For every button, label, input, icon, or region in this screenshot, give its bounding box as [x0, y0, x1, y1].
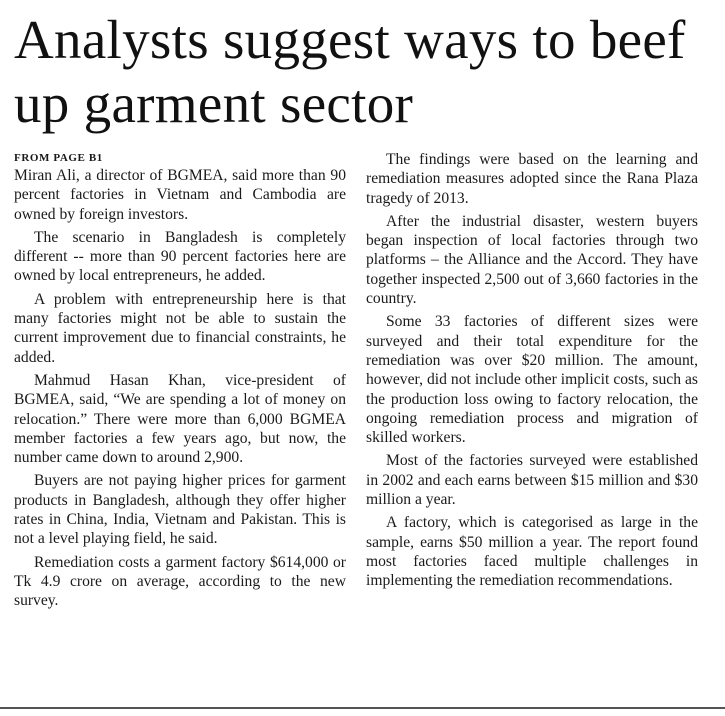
paragraph: Remediation costs a garment factory $614,000 or Tk 4.9 crore on average, according to the new survey. [14, 553, 346, 610]
paragraph: A problem with entrepreneurship here is that many factories might not be able to sustain the current improvement due to financial constraints, he added. [14, 290, 346, 366]
paragraph: After the industrial disaster, western buyers began inspection of local factories through two platforms – the Alliance and the Accord. They have together inspected 2,500 out of 3,660 factories in the country. [366, 212, 698, 308]
continued-from-label: FROM PAGE B1 [14, 152, 103, 164]
paragraph: The findings were based on the learning and remediation measures adopted since the Rana Plaza tragedy of 2013. [366, 151, 698, 207]
paragraph: A factory, which is categorised as large in the sample, earns $50 million a year. The report found most factories faced multiple challenges in implementing the remediation recommendations. [366, 514, 698, 590]
paragraph: Some 33 factories of different sizes were surveyed and their total expenditure for the remediation was over $20 million. The amount, however, did not include other implicit costs, such as the production loss owing to factory relocation, the ongoing remediation process and migration of skilled workers. [366, 313, 698, 447]
paragraph: Most of the factories surveyed were established in 2002 and each earns between $15 million and $30 million a year. [366, 452, 698, 509]
bottom-rule [0, 707, 725, 709]
article-column-right [366, 150, 698, 595]
headline: Analysts suggest ways to beef up garment sector [14, 9, 686, 134]
paragraph: Miran Ali, a director of BGMEA, said more than 90 percent factories in Vietnam and Cambodia are owned by foreign investors. [14, 167, 346, 223]
paragraph: Mahmud Hasan Khan, vice-president of BGMEA, said, “We are spending a lot of money on relocation.” There were more than 6,000 BGMEA member factories a few years ago, but now, the number came down to around 2,900. [14, 371, 346, 467]
article-column-left [14, 150, 346, 615]
paragraph: Buyers are not paying higher prices for garment products in Bangladesh, although they offer higher rates in China, India, Vietnam and Pakistan. This is not a level playing field, he said. [14, 472, 346, 548]
paragraph: The scenario in Bangladesh is completely different -- more than 90 percent factories here are owned by local entrepreneurs, he added. [14, 228, 346, 285]
